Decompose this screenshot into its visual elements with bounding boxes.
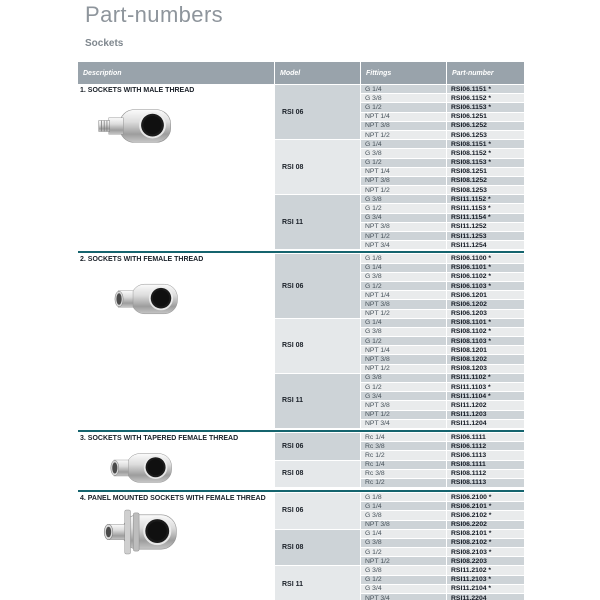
table-row: [361, 310, 524, 318]
fitting-cell: NPT 1/2: [361, 232, 446, 240]
fitting-cell: NPT 1/4: [361, 346, 446, 354]
part-numbers-table: [78, 62, 524, 600]
part-number-cell: RSI08.2101 *: [447, 530, 524, 538]
fitting-cell: G 1/2: [361, 548, 446, 556]
fitting-cell: NPT 3/4: [361, 594, 446, 600]
table-row: [361, 470, 524, 478]
table-row: [361, 103, 524, 111]
section-description: 4. PANEL MOUNTED SOCKETS WITH FEMALE THREAD: [80, 494, 266, 502]
part-number-cell: RSI11.1202: [447, 401, 524, 409]
part-number-cell: RSI08.1102 *: [447, 328, 524, 336]
part-number-cell: RSI08.1112: [447, 470, 524, 478]
part-number-cell: RSI11.2204: [447, 594, 524, 600]
fitting-cell: G 3/4: [361, 585, 446, 593]
table-row: [361, 392, 524, 400]
fitting-cell: NPT 3/8: [361, 223, 446, 231]
table-row: [361, 140, 524, 148]
fitting-cell: G 3/8: [361, 566, 446, 574]
model-group: [275, 374, 524, 429]
part-number-cell: RSI11.1203: [447, 411, 524, 419]
page-subtitle: Sockets: [85, 38, 124, 49]
part-number-cell: RSI06.1151 *: [447, 85, 524, 93]
part-number-cell: RSI11.1252: [447, 223, 524, 231]
part-number-cell: RSI11.2102 *: [447, 566, 524, 574]
table-row: [361, 300, 524, 308]
part-number-cell: RSI06.1111: [447, 433, 524, 441]
product-image: [110, 276, 273, 322]
part-number-cell: RSI11.2103 *: [447, 576, 524, 584]
section-description: 1. SOCKETS WITH MALE THREAD: [80, 87, 195, 94]
product-image: [98, 505, 273, 559]
model-cell: RSI 06: [275, 433, 360, 460]
part-number-cell: RSI08.1152 *: [447, 149, 524, 157]
fitting-rows: [361, 85, 524, 140]
part-number-cell: RSI06.1252: [447, 122, 524, 130]
fitting-cell: G 3/4: [361, 392, 446, 400]
part-number-cell: RSI08.1151 *: [447, 140, 524, 148]
table-row: [361, 433, 524, 441]
table-row: [361, 585, 524, 593]
column-header-part-number: Part-number: [447, 62, 524, 84]
fitting-cell: G 1/2: [361, 576, 446, 584]
model-group: [275, 195, 524, 250]
fitting-cell: G 1/4: [361, 502, 446, 510]
fitting-rows: [361, 254, 524, 318]
part-number-cell: RSI08.1253: [447, 186, 524, 194]
table-row: [361, 159, 524, 167]
table-row: [361, 479, 524, 487]
fitting-cell: G 1/2: [361, 383, 446, 391]
table-row: [361, 223, 524, 231]
fitting-cell: NPT 1/4: [361, 113, 446, 121]
table-row: [361, 401, 524, 409]
table-row: [361, 131, 524, 139]
table-row: [361, 328, 524, 336]
part-number-cell: RSI06.2102 *: [447, 511, 524, 519]
table-row: [361, 530, 524, 538]
table-row: [361, 85, 524, 93]
part-number-cell: RSI06.1103 *: [447, 282, 524, 290]
part-number-cell: RSI08.1111: [447, 461, 524, 469]
model-cell: RSI 08: [275, 461, 360, 488]
fitting-cell: G 3/4: [361, 214, 446, 222]
fitting-cell: G 3/8: [361, 328, 446, 336]
fitting-cell: Rc 1/2: [361, 451, 446, 459]
fitting-cell: NPT 1/2: [361, 557, 446, 565]
part-number-cell: RSI06.1153 *: [447, 103, 524, 111]
table-row: [361, 521, 524, 529]
table-row: [361, 566, 524, 574]
model-cell: RSI 06: [275, 85, 360, 139]
table-row: [361, 337, 524, 345]
table-row: [361, 539, 524, 547]
fitting-rows: [361, 319, 524, 374]
model-cell: RSI 11: [275, 374, 360, 428]
table-row: [361, 374, 524, 382]
part-number-cell: RSI06.1201: [447, 291, 524, 299]
part-number-cell: RSI11.2104 *: [447, 585, 524, 593]
model-groups: [275, 433, 524, 489]
fitting-rows: [361, 566, 524, 600]
column-header-description: Description: [78, 62, 274, 84]
fitting-cell: NPT 3/8: [361, 355, 446, 363]
model-group: [275, 85, 524, 140]
fitting-cell: G 1/4: [361, 85, 446, 93]
table-row: [361, 383, 524, 391]
table-row: [361, 493, 524, 501]
table-row: [361, 94, 524, 102]
table-row: [361, 273, 524, 281]
table-row: [361, 232, 524, 240]
table-row: [361, 122, 524, 130]
fitting-cell: Rc 1/4: [361, 433, 446, 441]
part-number-cell: RSI06.1203: [447, 310, 524, 318]
table-row: [361, 355, 524, 363]
part-number-cell: RSI06.1202: [447, 300, 524, 308]
section-separator-line: [78, 430, 524, 432]
model-cell: RSI 11: [275, 195, 360, 249]
table-row: [361, 594, 524, 600]
fitting-cell: Rc 3/8: [361, 470, 446, 478]
fitting-cell: NPT 3/8: [361, 122, 446, 130]
model-cell: RSI 08: [275, 530, 360, 566]
fitting-cell: G 3/8: [361, 374, 446, 382]
table-header-row: [78, 62, 524, 84]
part-number-cell: RSI08.1252: [447, 177, 524, 185]
part-number-cell: RSI08.1203: [447, 365, 524, 373]
model-group: [275, 319, 524, 374]
part-number-cell: RSI08.2203: [447, 557, 524, 565]
fitting-cell: Rc 1/4: [361, 461, 446, 469]
table-row: [361, 168, 524, 176]
fitting-rows: [361, 433, 524, 461]
table-section: [78, 433, 524, 489]
fitting-cell: NPT 3/8: [361, 401, 446, 409]
fitting-cell: NPT 3/4: [361, 241, 446, 249]
model-group: [275, 566, 524, 600]
part-number-cell: RSI08.1113: [447, 479, 524, 487]
fitting-cell: G 1/4: [361, 140, 446, 148]
column-header-fittings: Fittings: [361, 62, 446, 84]
table-row: [361, 186, 524, 194]
model-cell: RSI 06: [275, 254, 360, 317]
part-number-cell: RSI11.1204: [447, 420, 524, 428]
product-image: [96, 101, 273, 151]
part-number-cell: RSI08.1153 *: [447, 159, 524, 167]
fitting-cell: G 1/8: [361, 493, 446, 501]
table-section: [78, 493, 524, 600]
fitting-cell: G 1/4: [361, 264, 446, 272]
fitting-rows: [361, 140, 524, 195]
model-group: [275, 530, 524, 567]
part-number-cell: RSI06.1112: [447, 442, 524, 450]
description-cell: [78, 493, 275, 600]
fitting-cell: G 1/2: [361, 337, 446, 345]
table-row: [361, 282, 524, 290]
fitting-cell: NPT 1/2: [361, 310, 446, 318]
table-row: [361, 241, 524, 249]
table-row: [361, 411, 524, 419]
column-header-model: Model: [275, 62, 360, 84]
section-separator-line: [78, 251, 524, 253]
model-group: [275, 493, 524, 530]
table-row: [361, 195, 524, 203]
part-number-cell: RSI11.1152 *: [447, 195, 524, 203]
section-separator-line: [78, 490, 524, 492]
part-number-cell: RSI08.2103 *: [447, 548, 524, 556]
part-number-cell: RSI11.1254: [447, 241, 524, 249]
model-cell: RSI 06: [275, 493, 360, 529]
model-groups: [275, 254, 524, 429]
part-number-cell: RSI06.2101 *: [447, 502, 524, 510]
panel-mounted-socket-photo: [98, 505, 184, 559]
table-row: [361, 149, 524, 157]
fitting-cell: G 3/8: [361, 539, 446, 547]
table-row: [361, 254, 524, 262]
part-number-cell: RSI08.1101 *: [447, 319, 524, 327]
model-cell: RSI 08: [275, 319, 360, 373]
female-thread-socket-photo: [110, 276, 184, 322]
table-row: [361, 214, 524, 222]
model-groups: [275, 85, 524, 250]
fitting-cell: G 3/8: [361, 273, 446, 281]
part-number-cell: RSI11.1103 *: [447, 383, 524, 391]
table-row: [361, 502, 524, 510]
fitting-cell: Rc 1/2: [361, 479, 446, 487]
part-number-cell: RSI06.1251: [447, 113, 524, 121]
fitting-cell: NPT 3/8: [361, 300, 446, 308]
model-group: [275, 140, 524, 195]
table-row: [361, 576, 524, 584]
fitting-cell: G 1/4: [361, 530, 446, 538]
model-group: [275, 433, 524, 461]
male-thread-socket-photo: [96, 101, 178, 151]
table-row: [361, 420, 524, 428]
table-row: [361, 548, 524, 556]
fitting-cell: G 3/8: [361, 195, 446, 203]
part-number-cell: RSI06.2100 *: [447, 493, 524, 501]
fitting-cell: NPT 1/4: [361, 291, 446, 299]
fitting-cell: NPT 1/4: [361, 168, 446, 176]
table-row: [361, 461, 524, 469]
fitting-cell: NPT 1/2: [361, 186, 446, 194]
fitting-rows: [361, 461, 524, 489]
part-number-cell: RSI11.1154 *: [447, 214, 524, 222]
fitting-cell: NPT 1/2: [361, 131, 446, 139]
page-title: Part-numbers: [85, 2, 224, 27]
fitting-cell: G 1/2: [361, 159, 446, 167]
table-section: [78, 254, 524, 429]
table-body: [78, 85, 524, 600]
table-row: [361, 319, 524, 327]
fitting-cell: G 3/8: [361, 511, 446, 519]
part-number-cell: RSI06.1152 *: [447, 94, 524, 102]
table-row: [361, 264, 524, 272]
part-number-cell: RSI11.1153 *: [447, 204, 524, 212]
table-section: [78, 85, 524, 250]
part-number-cell: RSI08.1201: [447, 346, 524, 354]
description-cell: [78, 254, 275, 429]
table-row: [361, 442, 524, 450]
model-cell: RSI 08: [275, 140, 360, 194]
part-number-cell: RSI08.2102 *: [447, 539, 524, 547]
fitting-cell: NPT 3/8: [361, 521, 446, 529]
part-number-cell: RSI11.1253: [447, 232, 524, 240]
model-group: [275, 461, 524, 489]
fitting-cell: G 1/4: [361, 319, 446, 327]
description-cell: [78, 85, 275, 250]
table-row: [361, 557, 524, 565]
part-number-cell: RSI06.1101 *: [447, 264, 524, 272]
fitting-cell: G 1/2: [361, 204, 446, 212]
fitting-rows: [361, 530, 524, 567]
section-description: 2. SOCKETS WITH FEMALE THREAD: [80, 256, 204, 264]
part-number-cell: RSI06.1113: [447, 451, 524, 459]
fitting-cell: Rc 3/8: [361, 442, 446, 450]
part-number-cell: RSI06.1100 *: [447, 254, 524, 262]
fitting-rows: [361, 195, 524, 250]
description-cell: [78, 433, 275, 489]
part-number-cell: RSI06.2202: [447, 521, 524, 529]
part-number-cell: RSI08.1251: [447, 168, 524, 176]
part-number-cell: RSI11.1102 *: [447, 374, 524, 382]
table-row: [361, 451, 524, 459]
fitting-cell: NPT 1/2: [361, 365, 446, 373]
fitting-cell: NPT 3/8: [361, 177, 446, 185]
fitting-cell: G 3/8: [361, 94, 446, 102]
table-row: [361, 511, 524, 519]
part-number-cell: RSI11.1104 *: [447, 392, 524, 400]
table-row: [361, 365, 524, 373]
fitting-cell: NPT 3/4: [361, 420, 446, 428]
fitting-cell: G 1/2: [361, 282, 446, 290]
model-group: [275, 254, 524, 318]
table-row: [361, 177, 524, 185]
table-row: [361, 113, 524, 121]
fitting-cell: G 1/8: [361, 254, 446, 262]
table-row: [361, 346, 524, 354]
fitting-rows: [361, 493, 524, 530]
part-number-cell: RSI06.1253: [447, 131, 524, 139]
part-number-cell: RSI08.1103 *: [447, 337, 524, 345]
section-description: 3. SOCKETS WITH TAPERED FEMALE THREAD: [80, 434, 239, 442]
table-row: [361, 204, 524, 212]
product-image: [106, 447, 273, 489]
fitting-cell: NPT 1/2: [361, 411, 446, 419]
model-groups: [275, 493, 524, 600]
table-row: [361, 291, 524, 299]
part-number-cell: RSI06.1102 *: [447, 273, 524, 281]
fitting-rows: [361, 374, 524, 429]
tapered-female-thread-socket-photo: [106, 447, 178, 489]
fitting-cell: G 1/2: [361, 103, 446, 111]
part-number-cell: RSI08.1202: [447, 355, 524, 363]
model-cell: RSI 11: [275, 566, 360, 600]
fitting-cell: G 3/8: [361, 149, 446, 157]
